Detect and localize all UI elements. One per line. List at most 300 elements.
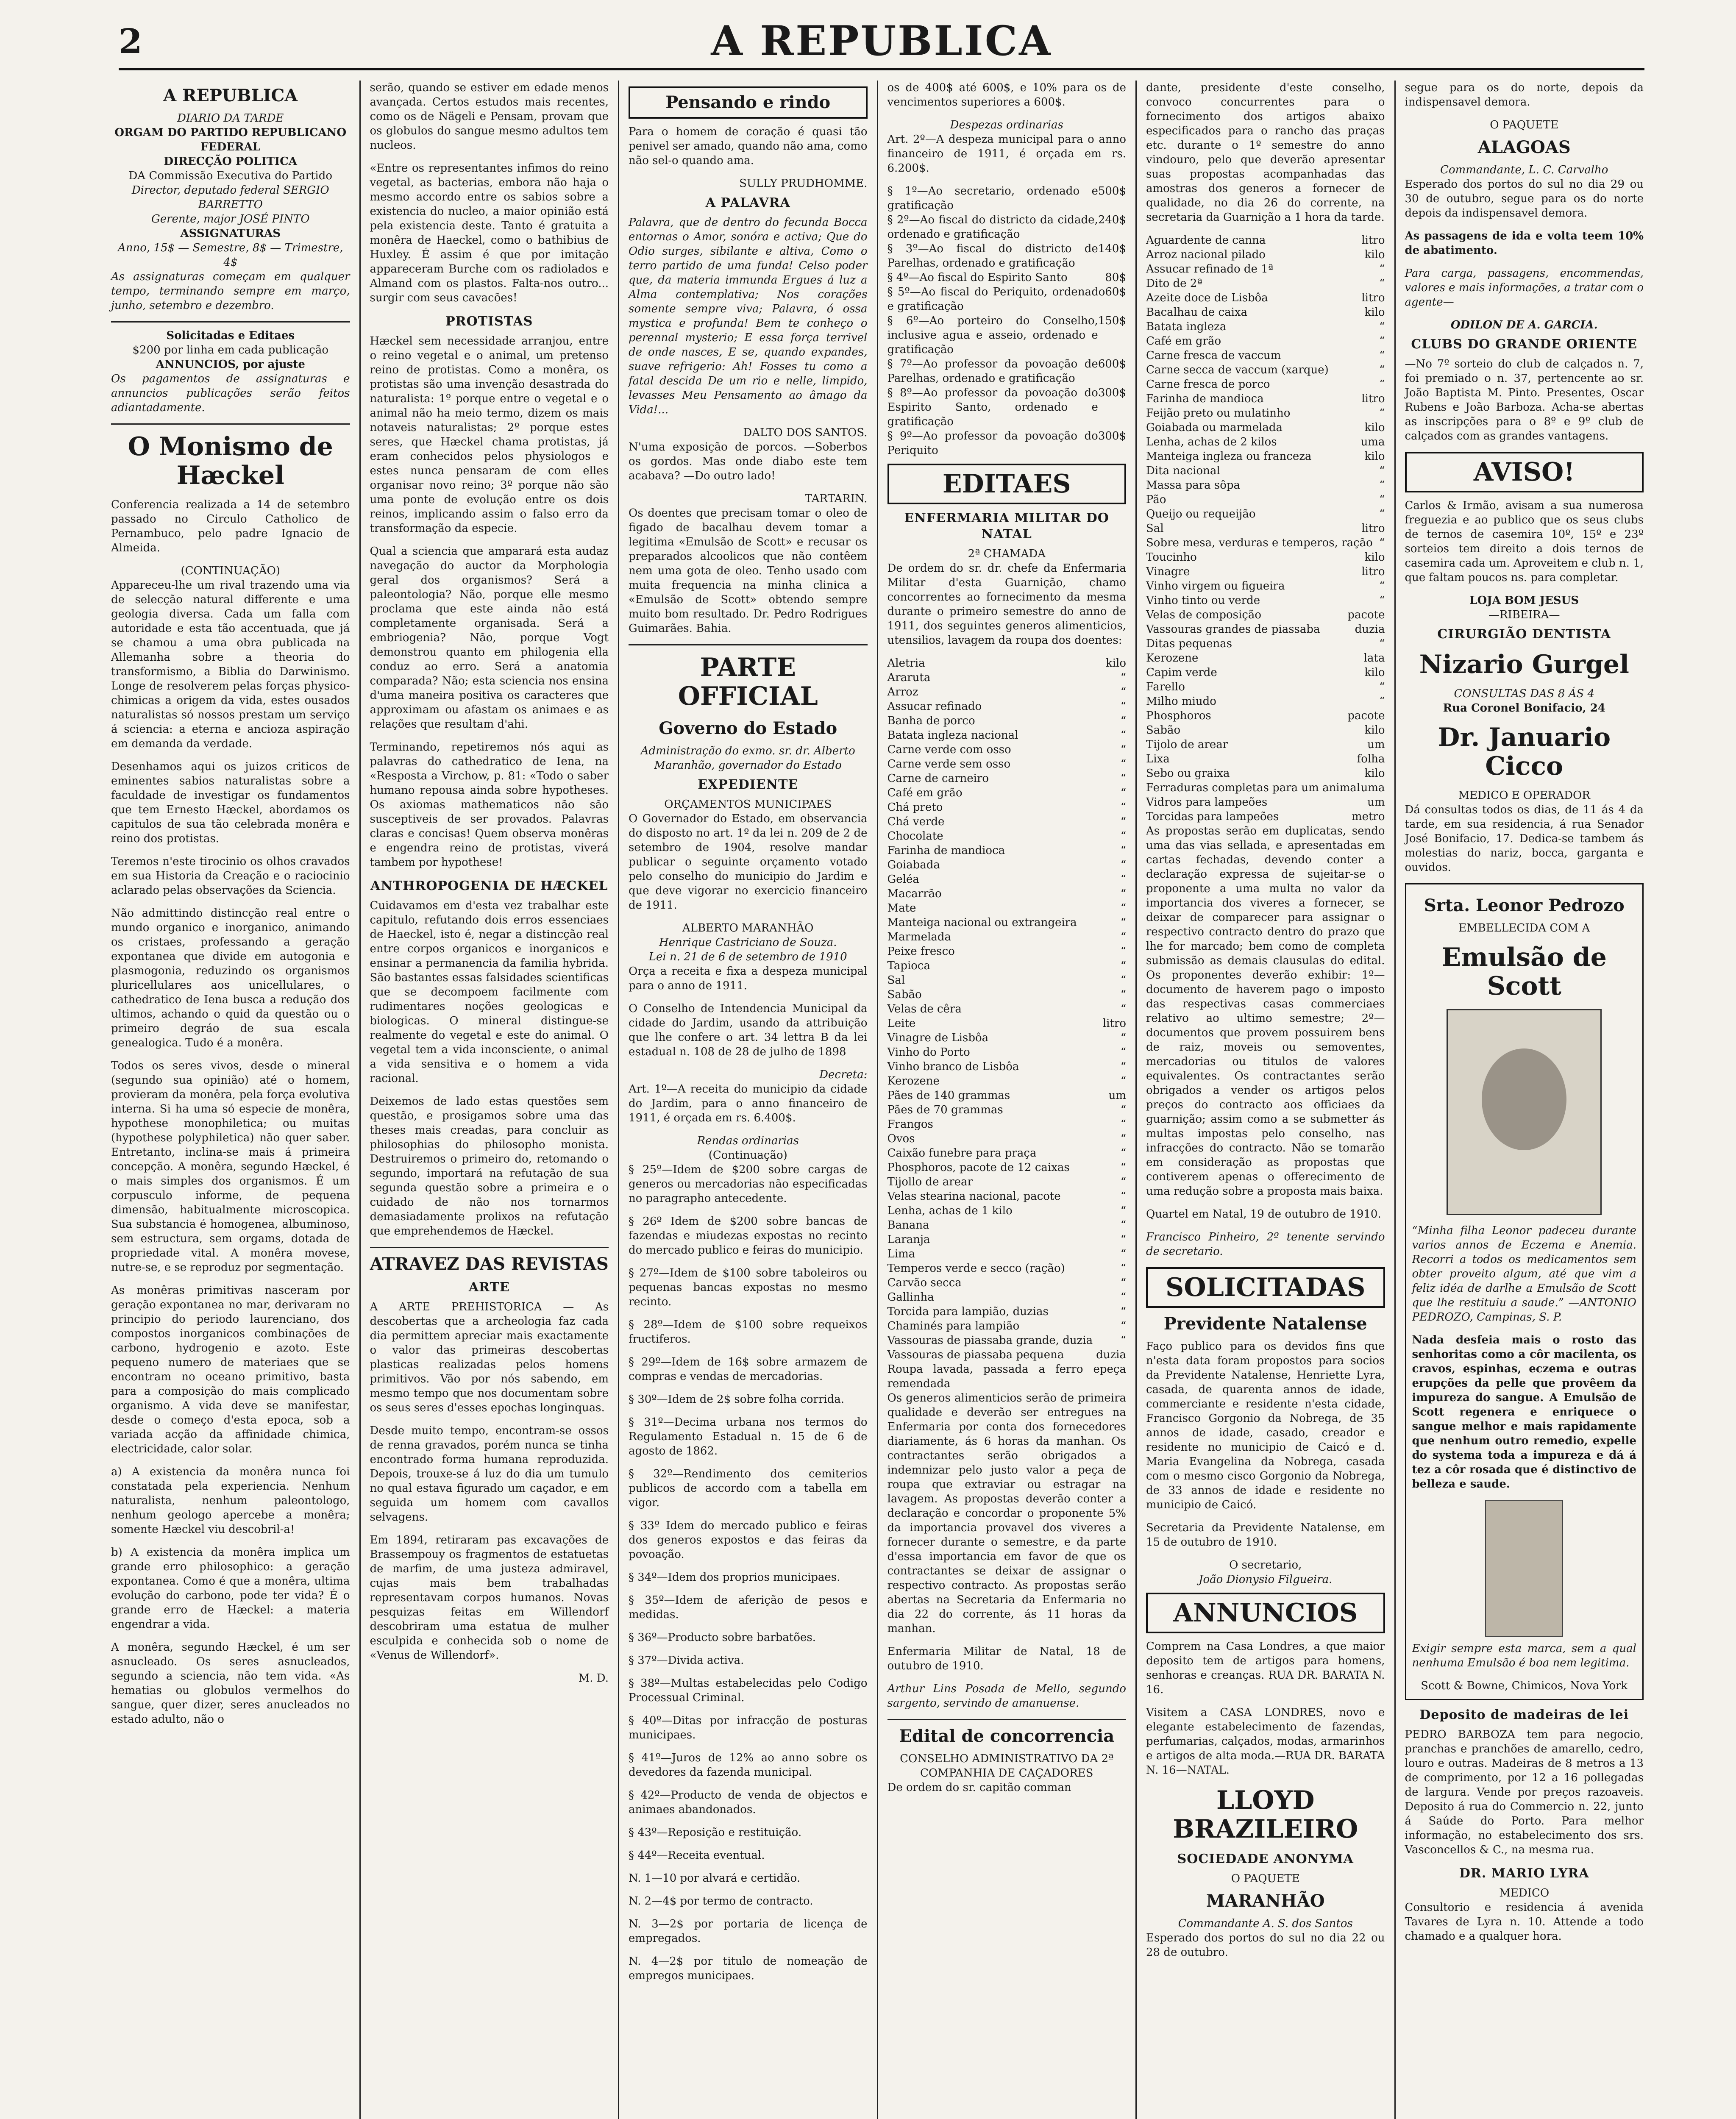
enfermaria-item [887,786,1127,800]
rancho-conditions: As propostas serão em duplicatas, sendo uma das vias sellada, e apresentadas em cartas fechadas, devendo conter a declaração expressa de sujeitar-se o proponente a uma multa no valor da importancia dos viveres a fornecer, se deixar de comparecer para assignar o respectivo contracto dentro do prazo que lhe for marcado; bem como de completa submissão as demais clausulas do edital. Os proponentes deverão exhibir: 1º—documento de haverem pago o imposto das respectivas casas commerciaes relativo ao ultimo semestre; 2º—documentos que provem possuirem bens de raiz, moveis ou semoventes, mercadorias ou titulos de valores equivalentes. Os contractantes serão obrigados a vender os artigos pelos preços do contracto aos officiaes da guarnição; assim como a se submetter ás multas impostas pelo conselho, nas infracções do contracto. Não se tomarão em consideração as propostas que contiverem apenas o offerecimento de uma redução sobre a proposta mais baixa. [1146,825,1385,1198]
scott-testimonial: Os doentes que precisam tomar o oleo de figado de bacalhau devem tomar a legitima «Emulsão de Scott» e recusar os preparados alcoolicos que não contêem nem uma gota de oleo. Tenho usado com muita frequencia na minha clinica a «Emulsão de Scott» obtendo sempre muito bom resultado. Dr. Pedro Rodrigues Guimarães. Bahia. [629,507,868,635]
paquete-text: Esperado dos portos do sul no dia 22 ou 28 de outubro. [1146,1932,1385,1959]
rendas-item: § 41º—Juros de 12% ao anno sobre os devedores da fazenda municipal. [629,1752,868,1779]
concorrencia-title: Edital de concorrencia [899,1726,1115,1746]
enfermaria-item-label: Assucar refinado [887,700,982,713]
rancho-item-value: kilo [1364,767,1385,780]
rancho-item-label: Vidros para lampeões [1146,796,1268,809]
rancho-item-value: litro [1361,392,1385,405]
rancho-item-label: Ferraduras completas para um animal [1146,781,1360,794]
scott-ad-warning: Exigir sempre esta marca, sem a qual nenhuma Emulsão é boa nem legitima. [1412,1642,1636,1669]
rancho-item-value: “ [1379,695,1385,708]
paquete-note-2: Para carga, passagens, encommendas, valores e mais informações, a tratar com o agente— [1405,267,1644,309]
rancho-item-label: Pão [1146,493,1166,506]
section-title-anthropogenia: ANTHROPOGENIA DE HÆCKEL [370,879,608,893]
rancho-item [1146,709,1385,723]
article-paragraph: Deixemos de lado estas questões sem questão, e prosigamos sobre uma das theses mais creadas, para concluir as philosophias do philosopho monista. Destruiremos o primeiro do, retomando o segundo, importará na refutação de sua segunda questão sobre a primeira e o cuidado de não nos tornarmos demasiadamente prolixos na refutação que emprehendemos de Hæckel. [370,1095,609,1237]
section-title-protistas: PROTISTAS [445,314,533,329]
despeza-row [887,213,1127,242]
col1-director: Director, deputado federal SERGIO BARRETTO [131,184,329,211]
article-paragraph: Terminando, repetiremos nós aqui as palavras do cathedratico de Iena, na «Resposta a Virchow, p. 81: «Todo o saber humano repousa ainda sobre hypotheses. Os axiomas mathematicos não são susceptiveis de ser provados. Palavras claras e concisas! Quem observa monêras e engendra reino de protistas, viverá tambem por hypothese! [370,741,609,869]
masthead [119,17,1644,70]
despeza-row-label: § 6º—Ao porteiro do Conselho, inclusive agua e asseio, ordenado e gratificação [887,314,1098,356]
rancho-item [1146,579,1385,593]
annuncios-title: ANNUNCIOS [1146,1593,1385,1633]
enfermaria-item [887,1132,1127,1146]
paquete-commander: Commandante A. S. dos Santos [1178,1917,1353,1930]
clubs-title: CLUBS DO GRANDE ORIENTE [1411,337,1638,352]
rancho-items [1146,233,1385,824]
rancho-item-label: Vinagre [1146,565,1190,578]
rancho-item [1146,464,1385,478]
poem-title: A PALAVRA [705,195,790,210]
madeiras-title: Deposito de madeiras de lei [1419,1707,1629,1722]
enfermaria-item-value: “ [1120,815,1126,828]
rancho-item [1146,492,1385,507]
poem-author: DALTO DOS SANTOS. [743,426,868,439]
editaes-title: EDITAES [887,464,1127,504]
enfermaria-item-value: “ [1120,772,1126,785]
enfermaria-item-value: “ [1120,945,1126,958]
fisherman-trademark-illustration [1485,1500,1563,1637]
enfermaria-item-value: “ [1120,1132,1126,1145]
despeza-row [887,270,1127,285]
enfermaria-item-value: peça [1099,1363,1126,1376]
lei-text: Art. 1º—A receita do municipio da cidade do Jardim, para o anno financeiro de 1911, é orçada em rs. 6.400$. [629,1083,868,1124]
lei-text: O Conselho de Intendencia Municipal da cidade do Jardim, usando da attribuição que lhe confere o art. 34 lettra B da lei estadual n. 108 de 28 de julho de 1898 [629,1002,868,1058]
lloyd-subtitle: SOCIEDADE ANONYMA [1177,1852,1354,1866]
rancho-item-label: Phosphoros [1146,709,1211,722]
rancho-item-label: Vinho tinto ou verde [1146,594,1260,607]
paquete-note: As passagens de ida e volta teem 10% de abatimento. [1405,230,1644,257]
portrait-illustration [1447,1009,1602,1215]
enfermaria-item-label: Arroz [887,686,918,698]
admin-line: Administração do exmo. sr. dr. Alberto Maranhão, governador do Estado [640,745,855,772]
enfermaria-item [887,1175,1127,1189]
enfermaria-item-value: “ [1120,1276,1126,1289]
rancho-item [1146,233,1385,247]
solicitadas-title: SOLICITADAS [1146,1267,1385,1308]
enfermaria-item-label: Aletria [887,657,925,670]
rancho-item-label: Café em grão [1146,335,1221,348]
enfermaria-item [887,1319,1127,1333]
enfermaria-item-value: “ [1120,902,1126,915]
page-number: 2 [119,21,142,61]
rancho-item-value: “ [1379,681,1385,693]
rendas-item: § 31º—Decima urbana nos termos do Regulamento Estadual n. 15 de 6 de agosto de 1862. [629,1416,868,1457]
enfermaria-item-value: “ [1120,1075,1126,1087]
rancho-item [1146,377,1385,392]
governo-title: Governo do Estado [659,718,837,738]
rancho-item [1146,334,1385,348]
enfermaria-item [887,959,1127,973]
divider [370,1247,609,1248]
lyra-title: MEDICO [1499,1887,1550,1899]
rancho-item [1146,320,1385,334]
rendas-item: § 43º—Reposição e restituição. [629,1826,802,1839]
rancho-item-label: Velas de composição [1146,609,1262,621]
decreta-label: Decreta: [819,1068,868,1081]
enfermaria-item-value: “ [1120,758,1126,770]
rancho-item [1146,420,1385,435]
enfermaria-item-label: Macarrão [887,887,942,900]
enfermaria-item [887,1031,1127,1045]
despeza-row-label: § 3º—Ao fiscal do districto de Parelhas, ordenado e gratificação [887,242,1098,270]
enfermaria-signer: Arthur Lins Posada de Mello, segundo sargento, servindo de amanuense. [887,1682,1126,1710]
despeza-row [887,429,1127,458]
rendas-item: § 44º—Receita eventual. [629,1849,765,1862]
rancho-item-label: Vinho virgem ou figueira [1146,580,1285,592]
enfermaria-item-label: Pães de 140 grammas [887,1089,1010,1102]
rancho-item [1146,809,1385,824]
enfermaria-item-label: Chocolate [887,830,943,843]
enfermaria-item-label: Vinagre de Lisbôa [887,1032,989,1044]
rancho-item-label: Carne secca de vaccum (xarque) [1146,364,1329,376]
enfermaria-item-label: Geléa [887,873,919,886]
paquete-label: O PAQUETE [1231,1872,1300,1885]
enfermaria-item-value: “ [1120,1104,1126,1116]
despeza-row [887,357,1127,386]
rendas-item: § 37º—Divida activa. [629,1654,744,1667]
rancho-item [1146,406,1385,420]
enfermaria-item [887,1348,1127,1362]
article-paragraph: Desenhamos aqui os juizos criticos de eminentes sabios naturalistas sobre a faculdade de investigar os fundamentos que tem Ernesto Hæckel, abordamos os capitulos de sua tão celebrada monêra e reino dos protistas. [111,760,350,845]
londres-ad: Comprem na Casa Londres, a que maior deposito tem de artigos para homens, senhoras e creanças. RUA DR. BARATA N. 16. [1146,1640,1385,1696]
enfermaria-item-label: Batata ingleza nacional [887,729,1018,742]
enfermaria-item-label: Pães de 70 grammas [887,1104,1003,1116]
enfermaria-item-label: Banana [887,1219,929,1232]
article-paragraph: «Entre os representantes infimos do reino vegetal, as bacterias, embora não haja o mesmo accordo entre os sabios sobre a existencia do nucleo, a maior opinião está pela existencia deste. Tanto é gratuita a monêra de Haeckel, como o bathibius de Huxley. É assim é que por imitação appareceram Burche com os radiolados e Almand com os plastos. Falta-nos outro... surgir com seus cavacões! [370,162,609,304]
rancho-item-label: Dita nacional [1146,464,1220,477]
enfermaria-item-value: “ [1120,830,1126,843]
article-paragraph: Teremos n'este tirocinio os olhos cravados em sua Historia da Creação e o raciocinio aclarado pelas observações da Sciencia. [111,855,350,897]
rancho-item-value: litro [1361,565,1385,578]
enfermaria-date: Enfermaria Militar de Natal, 18 de outubro de 1910. [887,1645,1126,1672]
enfermaria-item [887,973,1127,987]
enfermaria-item-label: Phosphoros, pacote de 12 caixas [887,1161,1070,1174]
enfermaria-item [887,901,1127,915]
article-paragraph: A monêra, segundo Hæckel, é um ser asnucleado. Os seres asnucleados, segundo a sciencia, não tem vida. «As hematias ou globulos vermelhos do sangue, quer dizer, seres anucleados no estado adulto, não o [111,1641,350,1726]
rendas-item: § 27º—Idem de $100 sobre taboleiros ou pequenas bancas expostas no mesmo recinto. [629,1267,868,1308]
scott-advertisement [1405,883,1644,1700]
doctor-name: Dr. Januario Cicco [1438,723,1611,781]
orcamentos-title: ORÇAMENTOS MUNICIPAES [664,798,832,811]
enfermaria-item-value: kilo [1105,657,1126,670]
previdente-title: Previdente Natalense [1163,1314,1367,1334]
enfermaria-item-value: litro [1102,1017,1126,1030]
enfermaria-item-label: Araruta [887,671,931,684]
rancho-item-label: Sabão [1146,724,1181,737]
enfermaria-item [887,1218,1127,1232]
enfermaria-item [887,1362,1127,1391]
enfermaria-item-label: Velas stearina nacional, pacote [887,1190,1061,1203]
paquete-text: Esperado dos portos do sul no dia 29 ou 30 de outubro, segue para os do norte depois da indispensavel demora. [1405,178,1644,220]
enfermaria-item-value: “ [1120,1176,1126,1188]
rancho-item-value: duzia [1355,623,1385,636]
enfermaria-item [887,728,1127,742]
enfermaria-item-value: “ [1120,916,1126,929]
rancho-item-value: kilo [1364,248,1385,261]
enfermaria-item-value: “ [1120,729,1126,742]
rancho-item-label: Assucar refinado de 1ª [1146,263,1274,275]
rancho-item [1146,752,1385,766]
despeza-row-value: 60$ [1105,286,1126,298]
rancho-item [1146,262,1385,276]
enfermaria-item-label: Goiabada [887,859,940,871]
scott-ad-maker: Scott & Bowne, Chimicos, Nova York [1421,1680,1628,1692]
rancho-item-label: Goiabada ou marmelada [1146,421,1283,434]
enfermaria-item [887,1146,1127,1160]
rancho-item-value: kilo [1364,724,1385,737]
enfermaria-item-value: “ [1120,873,1126,886]
rancho-item-label: Ditas pequenas [1146,637,1232,650]
enfermaria-item [887,685,1127,699]
enfermaria-item [887,656,1127,670]
rendas-item: § 25º—Idem de $200 sobre cargas de generos ou mercadorias não especificadas no paragrapho antecedente. [629,1163,868,1205]
despeza-row-label: § 5º—Ao fiscal do Periquito, ordenado e gratificação [887,286,1105,313]
enfermaria-item [887,1045,1127,1060]
enfermaria-item [887,887,1127,901]
column-5 [1137,81,1396,2119]
rancho-item-label: Massa para sôpa [1146,479,1241,492]
enfermaria-item-label: Kerozene [887,1075,940,1087]
enfermaria-item-label: Velas de cêra [887,1003,962,1015]
despeza-row-value: 240$ [1098,214,1126,226]
enfermaria-conditions: Os generos alimenticios serão de primeira qualidade e deverão ser entregues na Enfermaria por conta dos fornecedores diariamente, ás 6 horas da manhan. Os contractantes serão obrigados a indemnizar pelo justo valor a peça de roupa que extraviar ou estragar na lavagem. As propostas deverão conter a declaração e concordar o proponente 5% da importancia provavel dos viveres a fornecer durante o semestre, e da parte d'essa importancia em favor de que os contractantes se deixar de assignar o respectivo contracto. As propostas serão abertas na Secretaria da Enfermaria no dia 22 do corrente, ás 11 horas da manhan. [887,1392,1126,1635]
enfermaria-item-label: Vinho branco de Lisbôa [887,1060,1019,1073]
rancho-item-value: kilo [1364,551,1385,564]
enfermaria-item [887,829,1127,843]
enfermaria-item-value: “ [1120,801,1126,814]
article-signature: M. D. [578,1672,609,1685]
enfermaria-item [887,1333,1127,1348]
col1-title: A REPUBLICA [163,86,298,106]
previdente-secretary-label: O secretario, [1229,1559,1302,1571]
rancho-item-value: litro [1361,522,1385,535]
rancho-item-label: Arroz nacional pilado [1146,248,1266,261]
divider [887,1719,1127,1720]
column-2 [361,81,620,2119]
col5-intro: dante, presidente d'este conselho, convoco concurrentes para o fornecimento dos artigos abaixo especificados para o rancho das praças etc. durante o 1º semestre do anno vindouro, pelo que deverão apresentar suas propostas acompanhadas das amostras dos generos a fornecer de qualidade, no dia 26 do corrente, na secretaria da Guarnição a 1 hora da tarde. [1146,81,1385,224]
anecdote-author: TARTARIN. [804,492,868,505]
rendas-item: § 40º—Ditas por infracção de posturas municipaes. [629,1714,868,1741]
despeza-row-label: § 7º—Ao professor da povoação de Parelhas, ordenado e gratificação [887,358,1098,385]
rendas-item: § 26º Idem de $200 sobre bancas de fazendas e miudezas expostas no recinto do mercado publico e feiras do municipio. [629,1215,868,1257]
rendas-item: N. 4—2$ por titulo de nomeação de empregos municipaes. [629,1955,868,1982]
enfermaria-item-value: “ [1120,1248,1126,1260]
enfermaria-item-value: “ [1120,1060,1126,1073]
section-title-revistas: ATRAVEZ DAS REVISTAS [370,1254,609,1274]
rendas-item: § 42º—Producto de venda de objectos e animaes abandonados. [629,1789,868,1816]
rancho-item-label: Milho miudo [1146,695,1216,708]
col1-subtitle: DIARIO DA TARDE [177,112,284,125]
lei-body: Orça a receita e fixa a despeza municipal para o anno de 1911. [629,965,868,992]
rendas-item: N. 1—10 por alvará e certidão. [629,1872,801,1885]
col1-direction-label: DIRECÇÃO POLITICA [164,155,297,168]
continuation-label: (CONTINUAÇÃO) [181,565,280,577]
col1-annuncios-title: ANNUNCIOS, por ajuste [156,358,305,371]
col4-intro: os de 400$ até 600$, e 10% para os de vencimentos superiores a 600$. [887,81,1126,108]
despezas-list [887,184,1127,458]
rancho-item-value: uma [1360,781,1385,794]
enfermaria-item-value: “ [1120,787,1126,799]
rancho-signer: Francisco Pinheiro, 2º tenente servindo de secretario. [1146,1231,1385,1258]
despeza-row-label: § 1º—Ao secretario, ordenado e gratificação [887,185,1098,212]
enfermaria-item [887,714,1127,728]
enfermaria-item-label: Chá verde [887,815,945,828]
article-paragraph: Não admittindo distincção real entre o mundo organico e inorganico, animando os cristaes, professando a geração expontanea que divide em autogonia e plasmogonia, reduzindo os organismos pluricellulares aos unicellulares, o cathedratico de Iena busca a redução dos ultimos, achando o quid da questão ou o primeiro degráo de sua escala genealogica. Tudo é a monêra. [111,907,350,1049]
col1-manager: Gerente, major JOSÉ PINTO [151,213,310,225]
article-paragraph: As monêras primitivas nasceram por geração expontanea no mar, derivaram no principio do periodo laurenciano, dos compostos inorganicos combinações de carbono, hydrogenio e azoto. Este pequeno numero de materiaes que se encontram no oceano primitivo, basta para a composição do mais complicado organismo. A vida deve se manifestar, desde o começo d'esta epoca, sob a variada acção da affinidade chimica, electricidade, calor solar. [111,1284,350,1455]
rendas-item: § 34º—Idem dos proprios municipaes. [629,1571,840,1584]
despeza-row-value: 80$ [1105,271,1126,284]
enfermaria-item-label: Carne verde sem osso [887,758,1011,770]
rancho-item-label: Lenha, achas de 2 kilos [1146,436,1277,448]
rancho-item-label: Vassouras grandes de piassaba [1146,623,1320,636]
paper-name: A REPUBLICA [711,17,1052,65]
enfermaria-item [887,800,1127,815]
rancho-item-label: Kerozene [1146,652,1199,665]
enfermaria-item-label: Lima [887,1248,915,1260]
enfermaria-item-label: Laranja [887,1233,930,1246]
enfermaria-item [887,757,1127,771]
aviso-shop: LOJA BOM JESUS [1469,594,1579,607]
enfermaria-item-value: um [1108,1089,1126,1102]
enfermaria-item [887,1189,1127,1204]
concorrencia-subtitle: CONSELHO ADMINISTRATIVO DA 2ª COMPANHIA DE CAÇADORES [900,1752,1114,1780]
article-paragraph: Desde muito tempo, encontram-se ossos de renna gravados, porém nunca se tinha encontrado forma humana reproduzida. Depois, trouxe-se á luz do dia um tumulo no qual estava figurado um caçador, e em seguida um homem com cavallos selvagens. [370,1424,609,1524]
parte-official-title: PARTE OFFICIAL [678,653,818,711]
enfermaria-item-label: Chá preto [887,801,943,814]
rancho-item [1146,766,1385,781]
enfermaria-item-value: “ [1120,715,1126,727]
enfermaria-item [887,1232,1127,1247]
enfermaria-item-value: “ [1120,1262,1126,1275]
pensando-body: Para o homem de coração é quasi tão penivel ser amado, quando não ama, como não sel-o quando ama. [629,125,868,167]
article-paragraph: b) A existencia da monêra implica um grande erro philosophico: a geração expontanea. Como é que a monêra, ultima evolução do carbono, pode ter vida? É o grande erro de Hæckel: a materia engendrar a vida. [111,1546,350,1631]
enfermaria-title: ENFERMARIA MILITAR DO NATAL [904,511,1109,542]
enfermaria-item [887,930,1127,944]
enfermaria-item [887,1160,1127,1175]
enfermaria-item-value: “ [1120,974,1126,987]
rancho-item-label: Sal [1146,522,1164,535]
rancho-item [1146,363,1385,377]
rancho-item [1146,276,1385,291]
enfermaria-item-label: Tijollo de arear [887,1176,973,1188]
rancho-item-label: Tijolo de arear [1146,738,1228,751]
enfermaria-item [887,1204,1127,1218]
enfermaria-item [887,1261,1127,1276]
enfermaria-item-value: “ [1120,671,1126,684]
enfermaria-item [887,858,1127,872]
lei-line: Lei n. 21 de 6 de setembro de 1910 [648,951,847,963]
article-paragraph: serão, quando se estiver em edade menos avançada. Certos estudos mais recentes, como os de Nägeli e Pensam, provam que os globulos do sangue mesmo adultos tem nucleos. [370,81,609,152]
article-paragraph: A ARTE PREHISTORICA — As descobertas que a archeologia faz cada dia permittem apreciar mais exactamente o valor das primeiras descobertas plasticas realizadas pelos homens primitivos. Vão por nós sabendo, em mesmo tempo que nos documentam sobre os seus seres d'esses epochas longinquas. [370,1301,609,1414]
despeza-row-value: 150$ [1098,314,1126,327]
rancho-item-value: uma [1360,436,1385,448]
rendas-item: § 32º—Rendimento dos cemiterios publicos de accordo com a tabella em vigor. [629,1468,868,1509]
rancho-item-value: pacote [1347,709,1385,722]
rancho-date: Quartel em Natal, 19 de outubro de 1910. [1146,1208,1381,1221]
enfermaria-item-label: Mate [887,902,916,915]
article-paragraph: Qual a sciencia que amparará esta audaz navegação do auctor da Morphologia geral dos organismos? Será a paleontologia? Não, porque elle mesmo proclama que este ainda não está completamente organisada. Será a embriogenia? Não, porque Vogt demonstrou quanto em philogenia ella conduz ao erro. Será a anatomia comparada? Não; esta sciencia nos ensina d'uma maneira positiva os caracteres que approximam ou afastam os animaes e as relações que resultam d'ahi. [370,545,609,731]
rancho-item-value: folha [1357,753,1385,765]
rancho-item [1146,550,1385,565]
dentist-hours: CONSULTAS DAS 8 ÁS 4 [1454,687,1594,700]
rendas-item: N. 3—2$ por portaria de licença de empregados. [629,1918,868,1945]
enfermaria-item-label: Vassouras de piassaba pequena [887,1349,1064,1361]
despeza-row-label: § 2º—Ao fiscal do districto da cidade, ordenado e gratificação [887,214,1098,241]
previdente-date: Secretaria da Previdente Natalense, em 15 de outubro de 1910. [1146,1521,1385,1549]
rancho-item-value: “ [1379,320,1385,333]
rancho-item [1146,478,1385,492]
enfermaria-item [887,1304,1127,1319]
rancho-item-label: Capim verde [1146,666,1217,679]
rancho-item [1146,507,1385,521]
rancho-item-value: “ [1379,493,1385,506]
enfermaria-item [887,1060,1127,1074]
rendas-item: § 35º—Idem de aferição de pesos e medidas. [629,1594,868,1621]
orcamentos-body: O Governador do Estado, em observancia do disposto no art. 1º da lei n. 209 de 2 de setembro de 1904, resolve mandar publicar o seguinte orçamento votado pelo conselho do municipio do Jardim e que deve vigorar no exercicio financeiro de 1911. [629,812,868,912]
enfermaria-item-label: Caixão funebre para praça [887,1147,1037,1160]
despeza-row-label: § 8º—Ao professor da povoação do Espirito Santo, ordenado e gratificação [887,387,1098,428]
enfermaria-item-label: Café em grão [887,787,963,799]
section-subtitle-arte: ARTE [468,1280,510,1295]
rancho-item-label: Batata ingleza [1146,320,1227,333]
col1-subs-note: As assignaturas começam em qualquer tempo, terminando sempre em março, junho, setembro e dezembro. [111,270,350,312]
expediente-title: EXPEDIENTE [698,777,798,792]
article-paragraph: Todos os seres vivos, desde o mineral (segundo sua opinião) até o homem, provieram da monêra, pela força evolutiva interna. Si ha uma só especie de monêra, hypothese monophiletica; ou muitas (hypothese polyphiletica) não quer saber. Entretanto, inclina-se mais á primeira concepção. A monêra, segundo Hæckel, é o mais simples dos organismos. É um corpusculo informe, de pequena dimensão, habitualmente microscopica. Sua substancia é homogenea, albuminoso, sem estructura, sem orgams, dotada de propriedade vital. A monêra movese, nutre-se, e se reproduz por segmentação. [111,1060,350,1274]
paquete-commander: Commandante, L. C. Carvalho [1440,164,1608,176]
enfermaria-item-value: “ [1120,1046,1126,1059]
rancho-item-label: Bacalhau de caixa [1146,306,1248,319]
paquete-name: ALAGOAS [1477,137,1571,157]
previdente-body: Faço publico para os devidos fins que n'esta data foram propostos para socios da Previdente Natalense, Henriette Lyra, casada, de quarenta annos de idade, commerciante e residente n'esta cidade, Francisco Gorgonio da Nobrega, de 35 annos de idade, casado, creador e residente no municipio de Caicó e d. Maria Evangelina da Nobrega, casada com o mesmo cisco Gorgonio da Nobrega, de 33 annos de idade e residente no municipio de Caicó. [1146,1340,1385,1511]
enfermaria-item-value: “ [1120,844,1126,857]
enfermaria-item [887,1074,1127,1088]
despeza-row [887,285,1127,314]
rancho-item-value: um [1367,738,1385,751]
col1-solicitadas-title: Solicitadas e Editaes [166,329,295,342]
rancho-item [1146,694,1385,709]
rendas-item: § 29º—Idem de 16$ sobre armazem de compras e vendas de mercadorias. [629,1356,868,1383]
enfermaria-item-value: “ [1120,1204,1126,1217]
rancho-item-value: “ [1379,407,1385,420]
agent-name: ODILON DE A. GARCIA. [1450,319,1598,331]
rendas-title: Rendas ordinarias [697,1135,799,1147]
rendas-item: § 28º—Idem de $100 sobre requeixos fructiferos. [629,1318,868,1346]
rendas-item: § 38º—Multas estabelecidas pelo Codigo Processual Criminal. [629,1677,868,1704]
doctor-body: Dá consultas todos os dias, de 11 ás 4 da tarde, em sua residencia, á rua Senador José Bonifacio, 17. Dedica-se tambem ás molestias do nariz, bocca, garganta e ouvidos. [1405,804,1644,874]
enfermaria-item-label: Vinho do Porto [887,1046,970,1059]
enfermaria-item-label: Chaminés para lampião [887,1320,1020,1332]
despeza-row-value: 500$ [1098,185,1126,197]
col1-subs-label: ASSIGNATURAS [180,227,281,240]
rendas-continuation: (Continuação) [708,1149,787,1162]
columns [102,81,1653,2119]
rancho-item-label: Manteiga ingleza ou franceza [1146,450,1312,463]
despeza-row-value: 300$ [1098,387,1126,399]
orcamentos-signature: ALBERTO MARANHÃO [682,922,814,934]
enfermaria-item-value: “ [1120,1161,1126,1174]
aviso-place: —RIBEIRA— [1488,609,1560,621]
enfermaria-item [887,915,1127,930]
concorrencia-body: De ordem do sr. capitão comman [887,1781,1071,1794]
rancho-item-label: Carne fresca de vaccum [1146,349,1281,362]
enfermaria-item [887,944,1127,959]
rancho-item-value: “ [1379,580,1385,592]
despeza-row [887,314,1127,357]
